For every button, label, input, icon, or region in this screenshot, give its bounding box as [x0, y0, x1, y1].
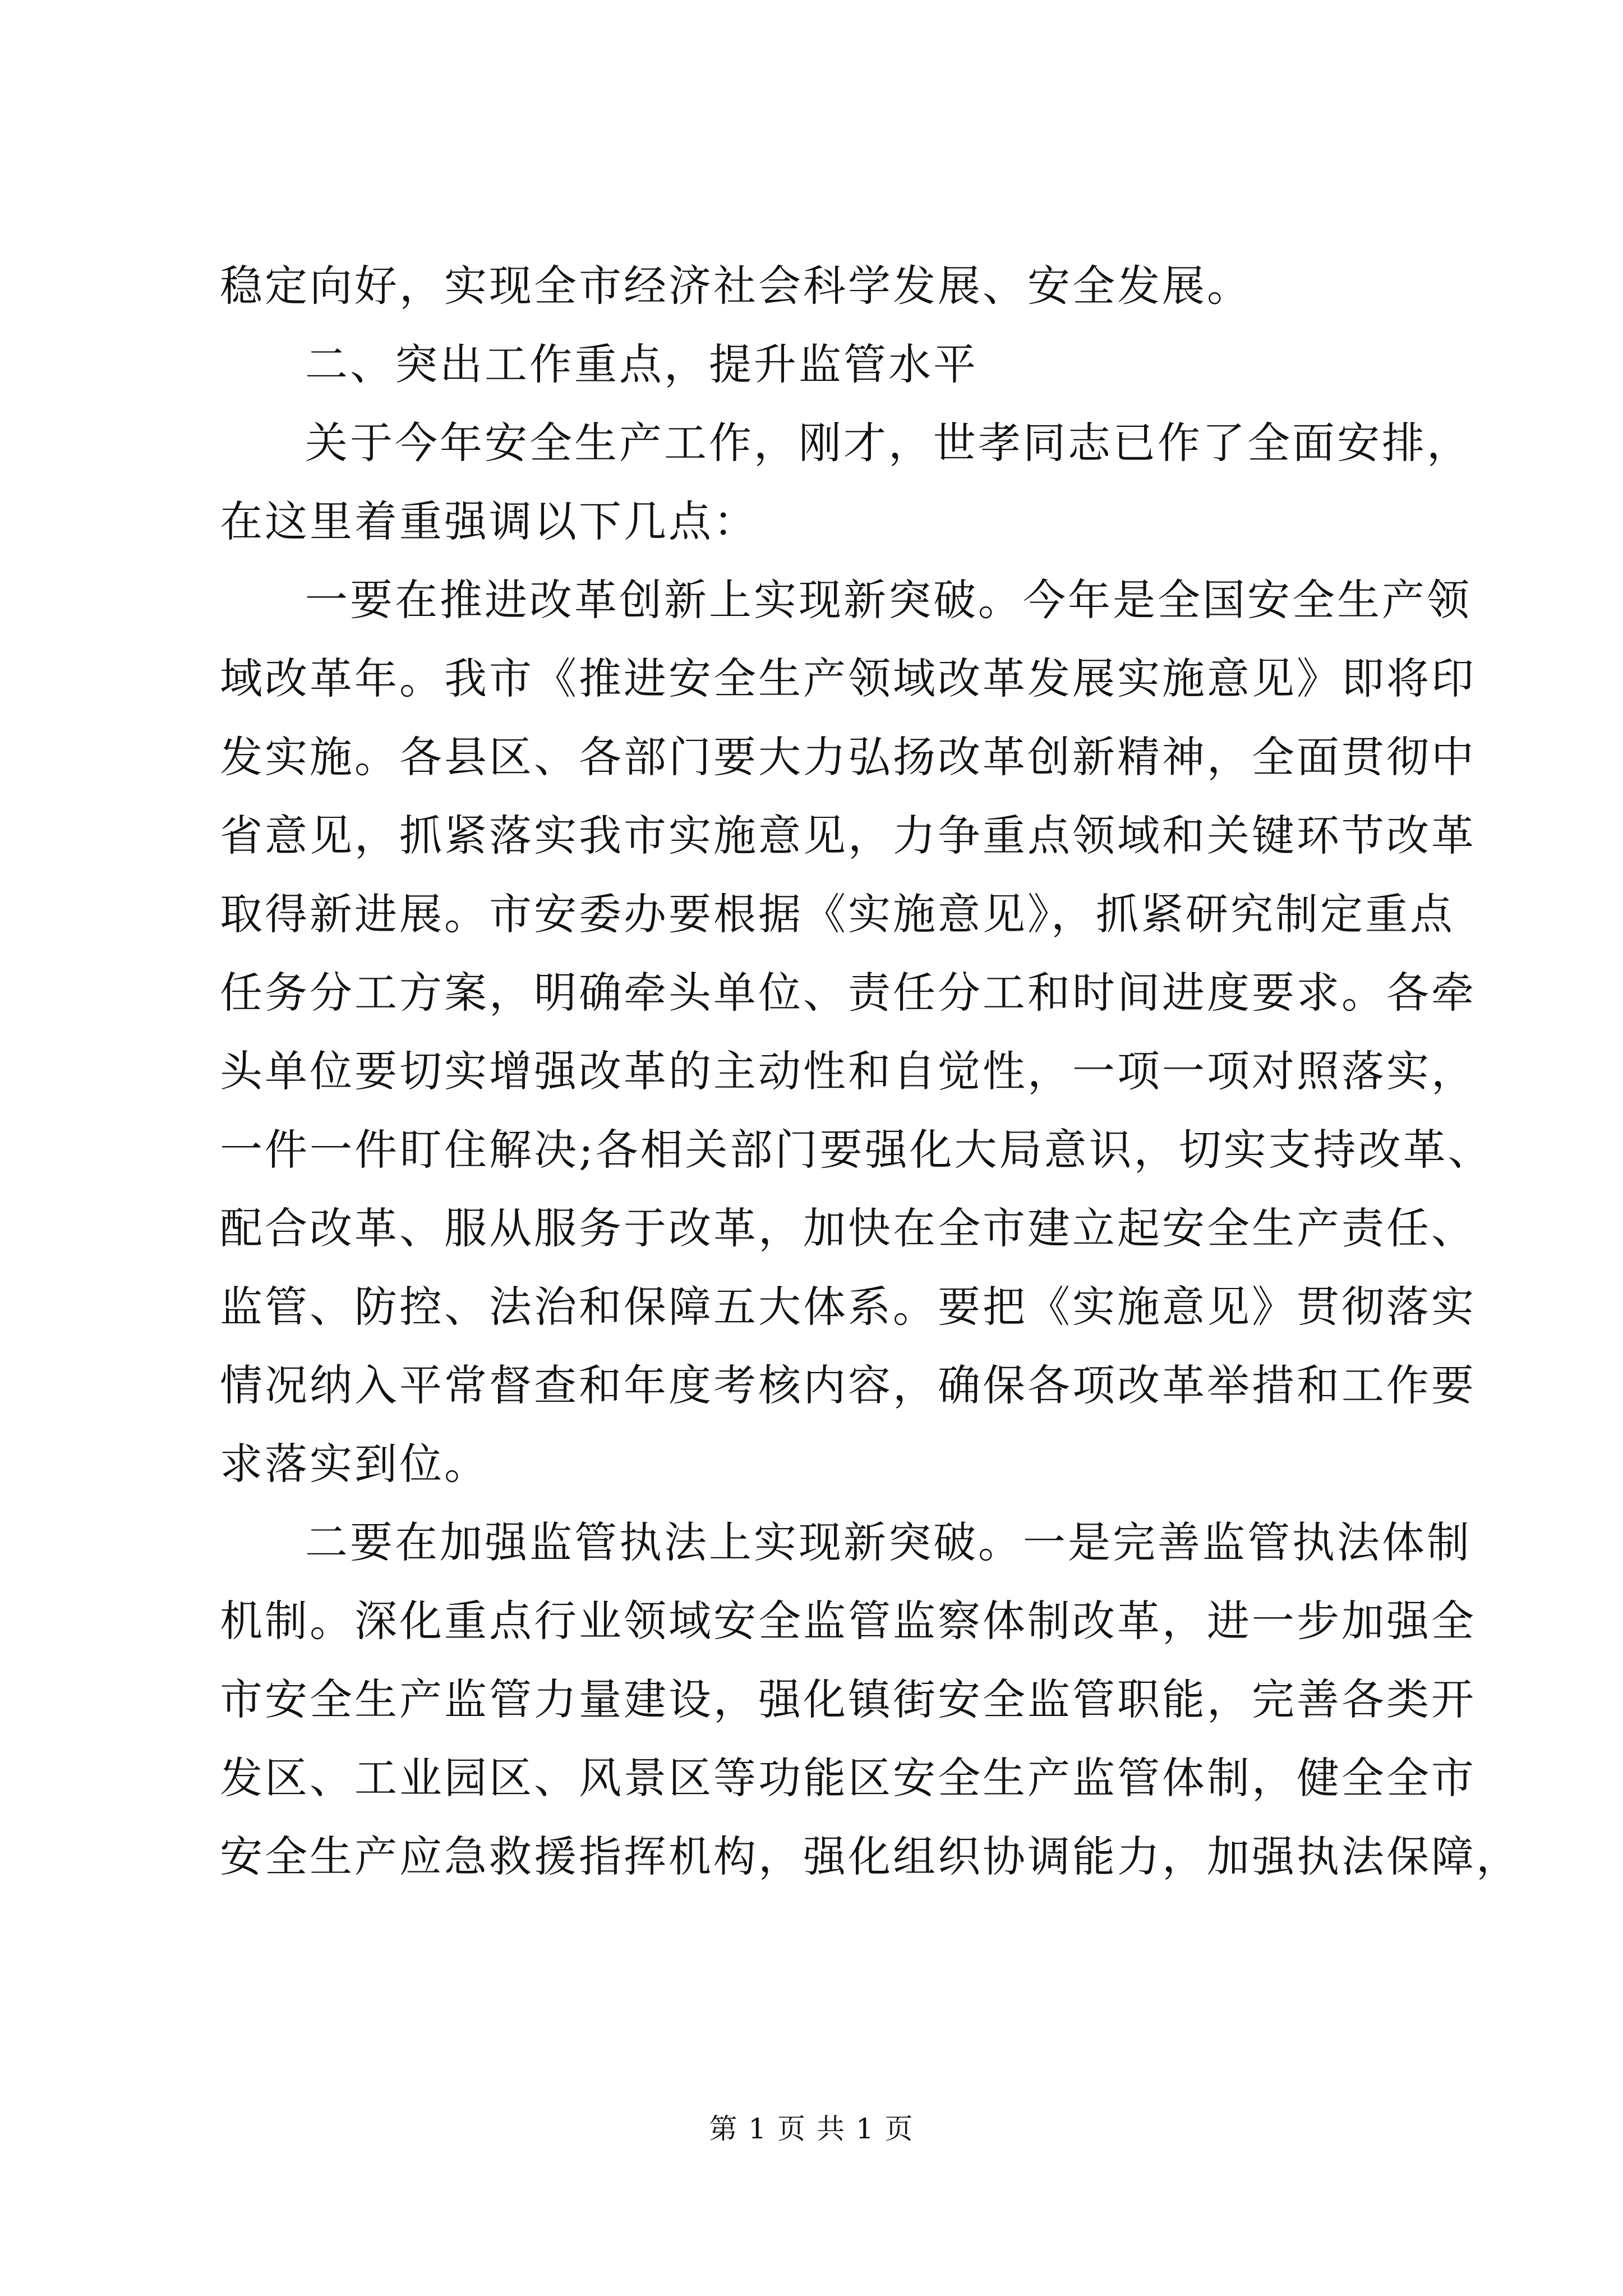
text-line-13: 配合改革、服从服务于改革，加快在全市建立起安全生产责任、	[220, 1203, 1476, 1253]
text-line-10: 任务分工方案，明确牵头单位、责任分工和时间进度要求。各牵	[220, 968, 1476, 1018]
page-number-footer: 第 1 页 共 1 页	[709, 2113, 914, 2145]
text-line-6: 域改革年。我市《推进安全生产领域改革发展实施意见》即将印	[220, 654, 1476, 703]
text-line-14: 监管、防控、法治和保障五大体系。要把《实施意见》贯彻落实	[220, 1282, 1476, 1332]
text-line-7: 发实施。各县区、各部门要大力弘扬改革创新精神，全面贯彻中	[220, 732, 1476, 782]
section-heading: 二、突出工作重点，提升监管水平	[305, 339, 978, 389]
text-line-3: 关于今年安全生产工作，刚才，世孝同志已作了全面安排，	[305, 418, 1472, 468]
text-line-12: 一件一件盯住解决;各相关部门要强化大局意识，切实支持改革、	[220, 1125, 1493, 1175]
text-line-4: 在这里着重强调以下几点：	[220, 496, 758, 546]
text-line-20: 发区、工业园区、风景区等功能区安全生产监管体制，健全全市	[220, 1753, 1476, 1803]
text-line-17: 二要在加强监管执法上实现新突破。一是完善监管执法体制	[305, 1517, 1472, 1567]
text-line-11: 头单位要切实增强改革的主动性和自觉性，一项一项对照落实，	[220, 1046, 1476, 1096]
text-line-19: 市安全生产监管力量建设，强化镇街安全监管职能，完善各类开	[220, 1674, 1476, 1724]
text-line-8: 省意见，抓紧落实我市实施意见，力争重点领域和关键环节改革	[220, 811, 1476, 861]
text-line-21: 安全生产应急救援指挥机构，强化组织协调能力，加强执法保障，	[220, 1832, 1521, 1881]
text-line-9: 取得新进展。市安委办要根据《实施意见》，抓紧研究制定重点	[220, 889, 1455, 939]
text-line-1: 稳定向好，实现全市经济社会科学发展、安全发展。	[220, 261, 1252, 311]
text-line-15: 情况纳入平常督查和年度考核内容，确保各项改革举措和工作要	[220, 1360, 1476, 1410]
text-line-5: 一要在推进改革创新上实现新突破。今年是全国安全生产领	[305, 575, 1472, 625]
document-body	[220, 247, 1521, 1896]
text-line-18: 机制。深化重点行业领域安全监管监察体制改革，进一步加强全	[220, 1596, 1476, 1646]
text-line-16: 求落实到位。	[220, 1439, 489, 1489]
